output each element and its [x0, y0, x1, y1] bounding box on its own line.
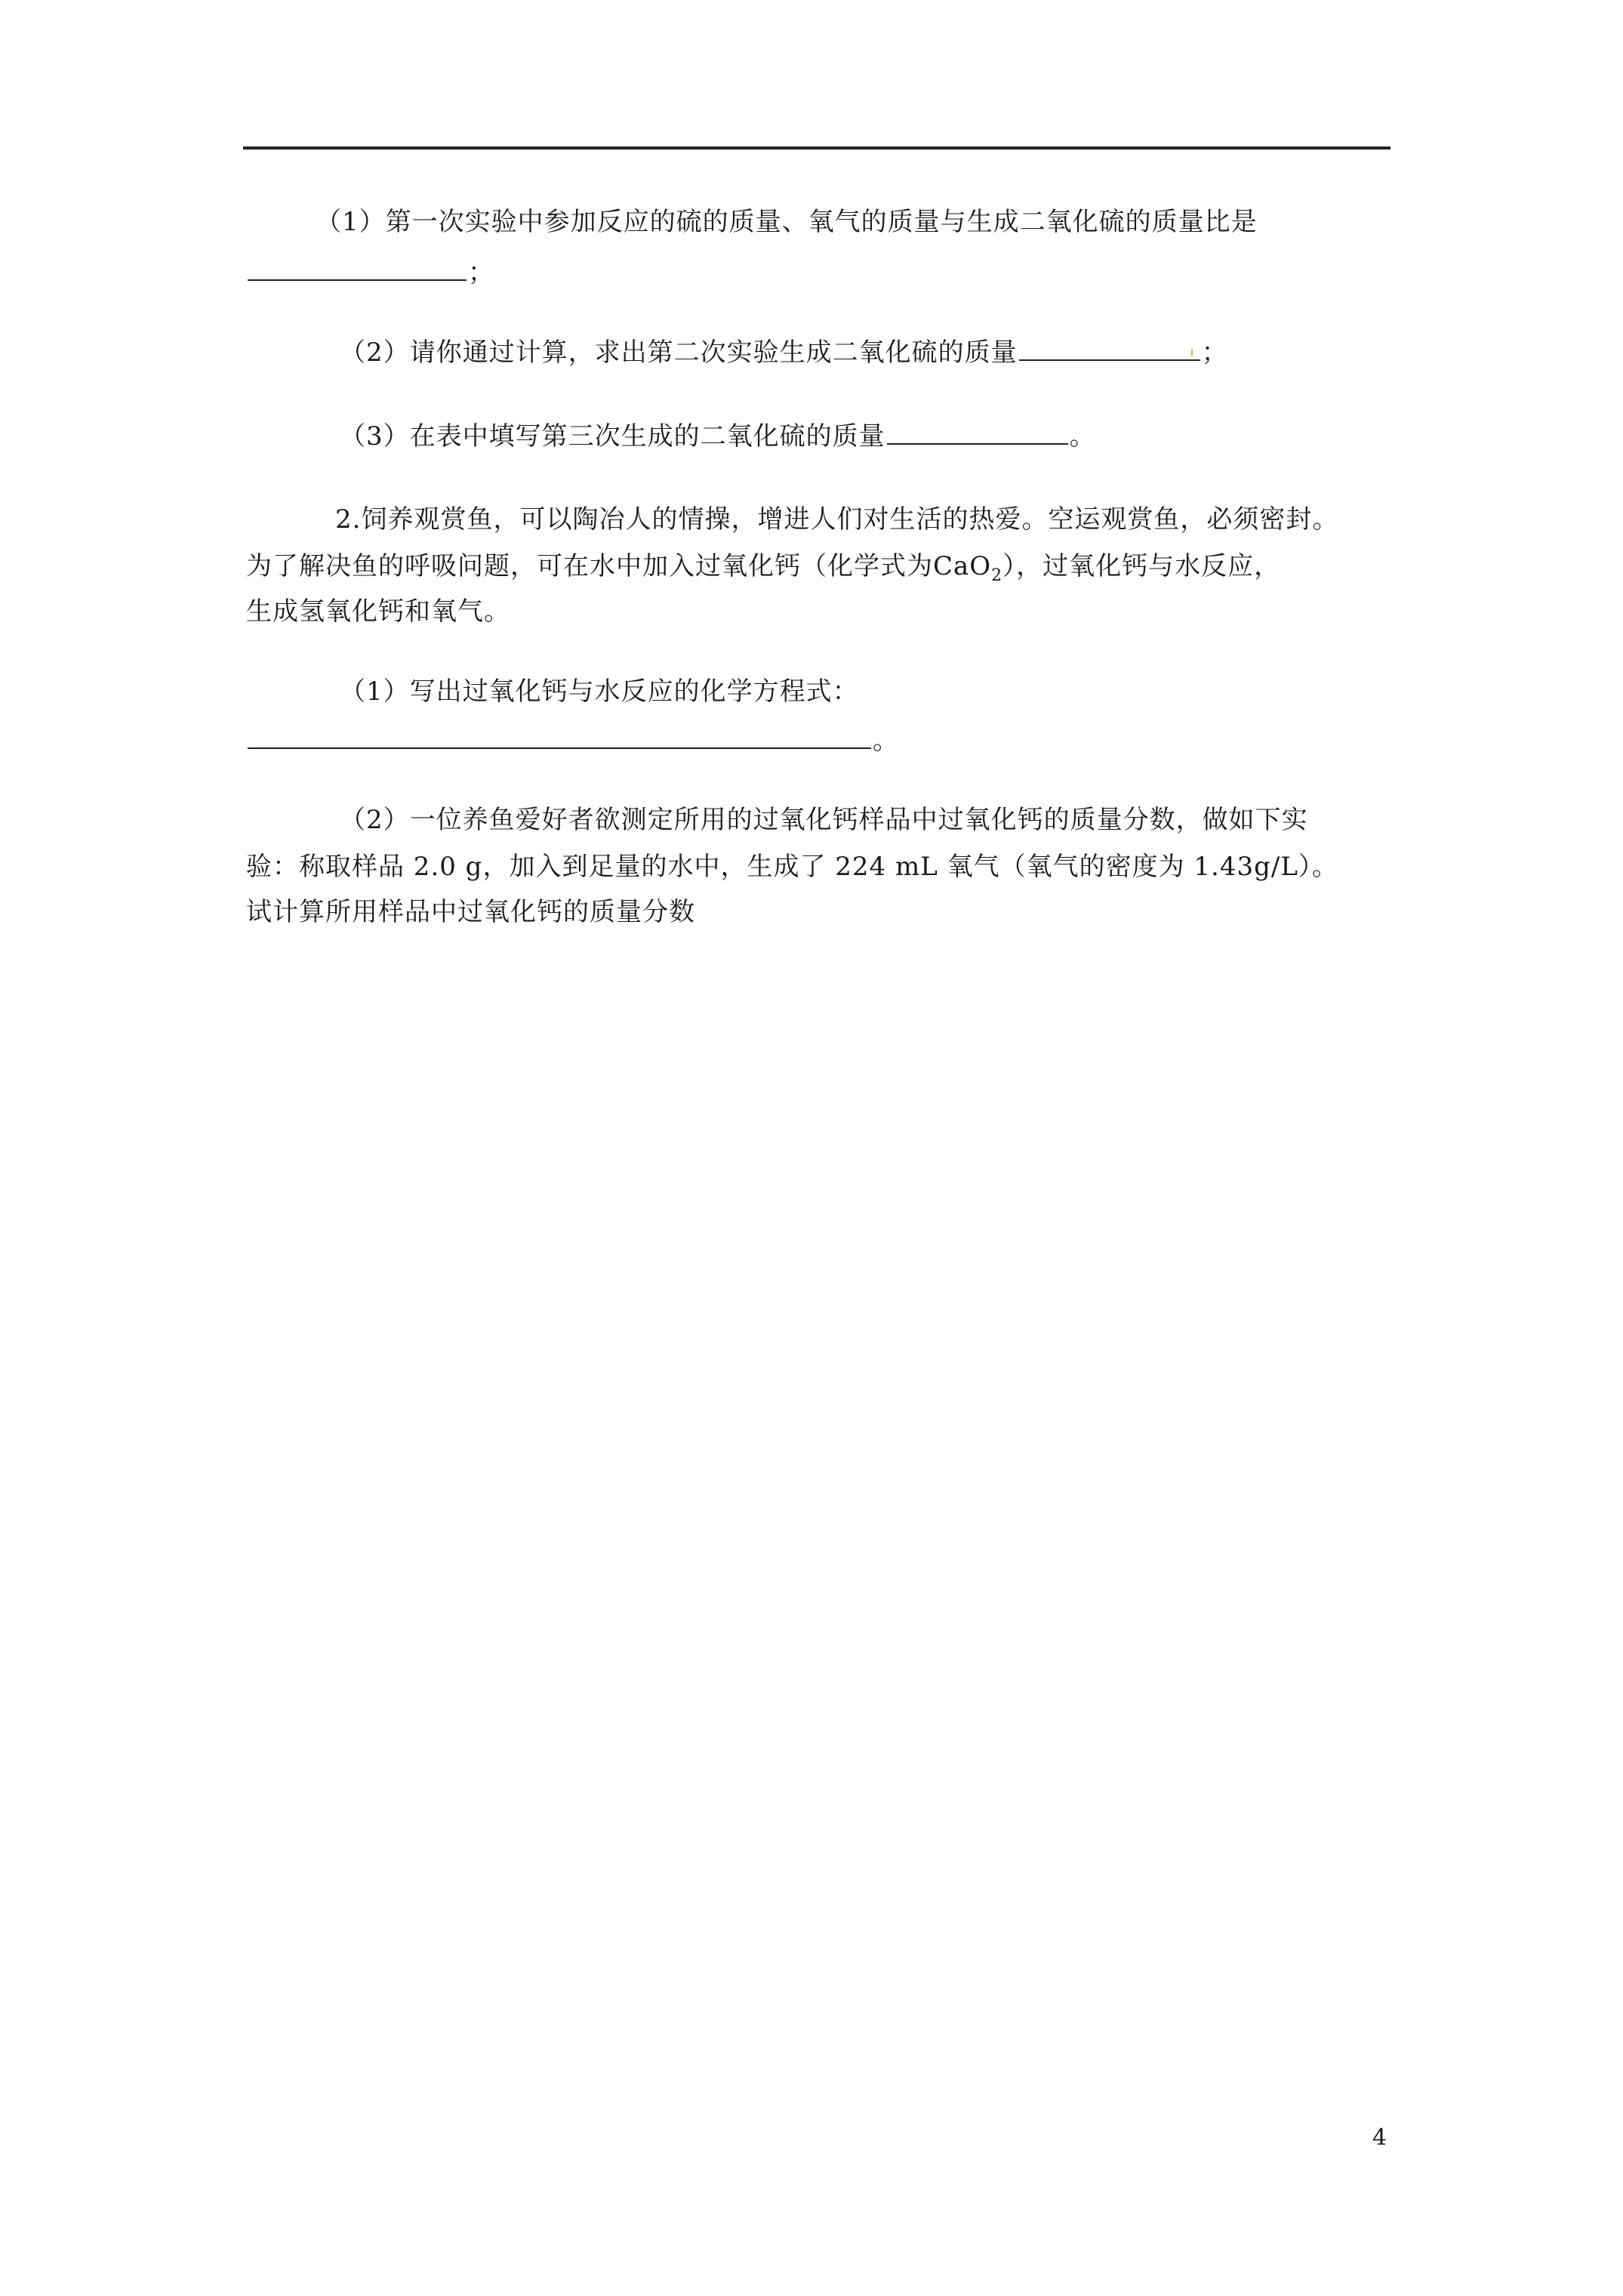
q2-sub2-text1: （2）一位养鱼爱好者欲测定所用的过氧化钙样品中过氧化钙的质量分数，做如下实 — [340, 805, 1308, 835]
q1-sub1-end: ； — [468, 257, 494, 288]
q1-sub3-text: （3）在表中填写第三次生成的二氧化硫的质量 — [340, 421, 885, 451]
header-rule — [243, 146, 1390, 149]
q2-intro-line1 — [335, 501, 1338, 538]
q2-formula-subscript: 2 — [991, 566, 1003, 585]
q2-intro-text3: 生成氢氧化钙和氧气。 — [246, 596, 510, 627]
q2-sub2-line1 — [340, 802, 1308, 838]
q2-intro-line3 — [246, 593, 510, 630]
q2-sub2-text2: 验：称取样品 2.0 g，加入到足量的水中，生成了 224 mL 氧气（氧气的密度为 1.43g/L）。 — [246, 852, 1338, 882]
q2-formula-base: CaO — [933, 551, 992, 581]
page-number: 4 — [1372, 2125, 1387, 2151]
q2-sub1-end: 。 — [873, 726, 899, 756]
q2-sub1-line2 — [246, 722, 899, 759]
q1-sub1-line2 — [246, 254, 494, 291]
q2-sub2-text3: 试计算所用样品中过氧化钙的质量分数 — [246, 897, 695, 927]
q2-sub2-line2 — [246, 849, 1338, 885]
q2-sub2-line3 — [246, 894, 695, 930]
q1-sub2-end: ； — [1201, 337, 1228, 368]
q1-sub3-answer-blank[interactable] — [887, 418, 1068, 445]
q2-sub1-answer-blank[interactable] — [248, 722, 871, 749]
q1-sub1-answer-blank[interactable] — [248, 254, 467, 281]
q2-intro-text2a: 为了解决鱼的呼吸问题，可在水中加入过氧化钙（化学式为 — [246, 551, 933, 581]
q1-sub3-end: 。 — [1069, 421, 1096, 451]
q1-sub2-text: （2）请你通过计算，求出第二次实验生成二氧化硫的质量 — [340, 337, 1018, 368]
q1-sub2-answer-blank[interactable] — [1019, 334, 1200, 361]
q1-sub2-line — [340, 334, 1228, 371]
q1-sub1-line1 — [316, 204, 1258, 240]
q2-intro-line2 — [246, 548, 1280, 584]
q2-sub1-line1 — [340, 673, 859, 710]
q1-sub3-line — [340, 418, 1096, 455]
q1-sub1-text: （1）第一次实验中参加反应的硫的质量、氧气的质量与生成二氧化硫的质量比是 — [316, 207, 1258, 237]
q2-formula — [933, 551, 1003, 585]
q2-intro-text2b: ），过氧化钙与水反应， — [1002, 551, 1281, 581]
q2-sub1-text: （1）写出过氧化钙与水反应的化学方程式： — [340, 676, 859, 707]
q2-intro-text1: 2.饲养观赏鱼，可以陶冶人的情操，增进人们对生活的热爱。空运观赏鱼，必须密封。 — [335, 504, 1339, 535]
